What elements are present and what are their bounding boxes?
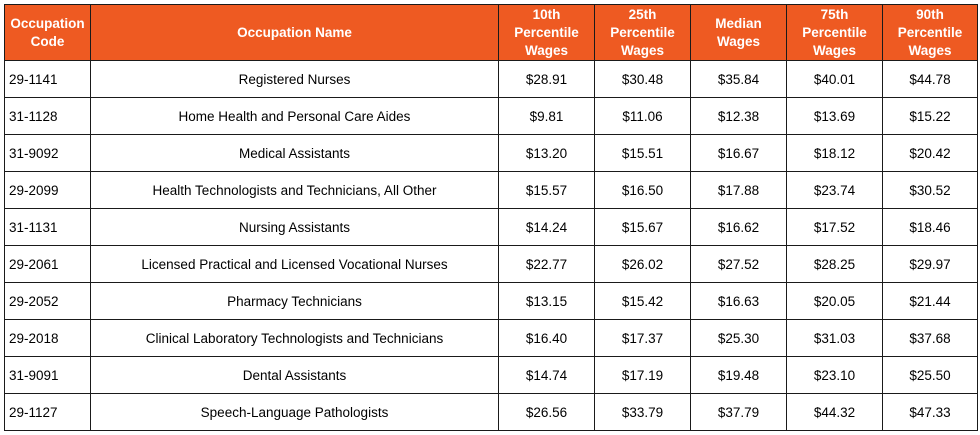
header-line: 75th bbox=[820, 6, 849, 22]
cell-p25-wages: $17.37 bbox=[595, 320, 691, 357]
table-row bbox=[5, 98, 978, 135]
cell-p75-wages: $23.74 bbox=[787, 172, 883, 209]
header-p10-wages bbox=[499, 5, 595, 61]
cell-p10-wages: $15.57 bbox=[499, 172, 595, 209]
table-header bbox=[5, 5, 978, 61]
cell-p90-wages: $20.42 bbox=[883, 135, 978, 172]
cell-median-wages: $16.62 bbox=[691, 209, 787, 246]
cell-occupation-code: 31-9091 bbox=[5, 357, 91, 394]
header-line: Occupation Name bbox=[237, 24, 352, 40]
header-row bbox=[5, 5, 978, 61]
cell-p10-wages: $26.56 bbox=[499, 394, 595, 431]
header-line: 10th bbox=[532, 6, 561, 22]
table-row bbox=[5, 172, 978, 209]
cell-p10-wages: $28.91 bbox=[499, 61, 595, 98]
cell-p75-wages: $20.05 bbox=[787, 283, 883, 320]
cell-p25-wages: $16.50 bbox=[595, 172, 691, 209]
header-line: Wages bbox=[812, 42, 856, 58]
table-body bbox=[5, 61, 978, 431]
cell-median-wages: $16.67 bbox=[691, 135, 787, 172]
header-line: Percentile bbox=[610, 24, 675, 40]
cell-p25-wages: $15.51 bbox=[595, 135, 691, 172]
cell-occupation-code: 29-2018 bbox=[5, 320, 91, 357]
cell-p10-wages: $14.24 bbox=[499, 209, 595, 246]
header-occupation-code bbox=[5, 5, 91, 61]
cell-p90-wages: $21.44 bbox=[883, 283, 978, 320]
cell-occupation-code: 29-1127 bbox=[5, 394, 91, 431]
cell-p25-wages: $15.42 bbox=[595, 283, 691, 320]
cell-p25-wages: $33.79 bbox=[595, 394, 691, 431]
cell-p75-wages: $31.03 bbox=[787, 320, 883, 357]
header-line: Percentile bbox=[514, 24, 579, 40]
cell-p25-wages: $17.19 bbox=[595, 357, 691, 394]
table-row bbox=[5, 61, 978, 98]
cell-p25-wages: $15.67 bbox=[595, 209, 691, 246]
cell-p75-wages: $13.69 bbox=[787, 98, 883, 135]
cell-occupation-name: Home Health and Personal Care Aides bbox=[91, 98, 499, 135]
cell-p25-wages: $11.06 bbox=[595, 98, 691, 135]
cell-median-wages: $16.63 bbox=[691, 283, 787, 320]
cell-p10-wages: $16.40 bbox=[499, 320, 595, 357]
table-row bbox=[5, 320, 978, 357]
header-line: Code bbox=[30, 33, 65, 49]
header-line: Percentile bbox=[897, 24, 963, 40]
cell-p75-wages: $28.25 bbox=[787, 246, 883, 283]
cell-p25-wages: $26.02 bbox=[595, 246, 691, 283]
cell-p10-wages: $9.81 bbox=[499, 98, 595, 135]
cell-p10-wages: $22.77 bbox=[499, 246, 595, 283]
cell-occupation-name: Speech-Language Pathologists bbox=[91, 394, 499, 431]
cell-occupation-name: Medical Assistants bbox=[91, 135, 499, 172]
cell-occupation-name: Pharmacy Technicians bbox=[91, 283, 499, 320]
cell-occupation-name: Clinical Laboratory Technologists and Technicians bbox=[91, 320, 499, 357]
wage-table bbox=[4, 4, 978, 431]
table-row bbox=[5, 135, 978, 172]
cell-p90-wages: $18.46 bbox=[883, 209, 978, 246]
table-row bbox=[5, 246, 978, 283]
header-median-wages bbox=[691, 5, 787, 61]
cell-occupation-code: 29-1141 bbox=[5, 61, 91, 98]
cell-p25-wages: $30.48 bbox=[595, 61, 691, 98]
cell-occupation-code: 31-9092 bbox=[5, 135, 91, 172]
header-line: Occupation bbox=[10, 15, 85, 31]
header-line: Wages bbox=[620, 42, 664, 58]
header-p75-wages bbox=[787, 5, 883, 61]
cell-occupation-code: 31-1128 bbox=[5, 98, 91, 135]
cell-occupation-code: 29-2099 bbox=[5, 172, 91, 209]
cell-occupation-name: Dental Assistants bbox=[91, 357, 499, 394]
header-line: 25th bbox=[628, 6, 657, 22]
header-p90-wages bbox=[883, 5, 978, 61]
cell-p90-wages: $15.22 bbox=[883, 98, 978, 135]
header-line: 90th bbox=[916, 6, 944, 22]
table-row bbox=[5, 394, 978, 431]
header-p25-wages bbox=[595, 5, 691, 61]
cell-p90-wages: $44.78 bbox=[883, 61, 978, 98]
cell-median-wages: $37.79 bbox=[691, 394, 787, 431]
cell-occupation-code: 29-2061 bbox=[5, 246, 91, 283]
cell-p90-wages: $47.33 bbox=[883, 394, 978, 431]
cell-p10-wages: $14.74 bbox=[499, 357, 595, 394]
cell-median-wages: $19.48 bbox=[691, 357, 787, 394]
cell-p10-wages: $13.20 bbox=[499, 135, 595, 172]
header-line: Median bbox=[715, 15, 762, 31]
header-line: Wages bbox=[716, 33, 760, 49]
cell-p90-wages: $37.68 bbox=[883, 320, 978, 357]
cell-p90-wages: $25.50 bbox=[883, 357, 978, 394]
cell-median-wages: $27.52 bbox=[691, 246, 787, 283]
header-line: Percentile bbox=[802, 24, 867, 40]
cell-p75-wages: $40.01 bbox=[787, 61, 883, 98]
cell-median-wages: $35.84 bbox=[691, 61, 787, 98]
table-row bbox=[5, 283, 978, 320]
cell-median-wages: $25.30 bbox=[691, 320, 787, 357]
table-row bbox=[5, 209, 978, 246]
cell-p75-wages: $44.32 bbox=[787, 394, 883, 431]
cell-occupation-name: Nursing Assistants bbox=[91, 209, 499, 246]
cell-p75-wages: $23.10 bbox=[787, 357, 883, 394]
cell-occupation-name: Licensed Practical and Licensed Vocational Nurses bbox=[91, 246, 499, 283]
cell-median-wages: $12.38 bbox=[691, 98, 787, 135]
cell-p10-wages: $13.15 bbox=[499, 283, 595, 320]
cell-occupation-code: 29-2052 bbox=[5, 283, 91, 320]
cell-occupation-code: 31-1131 bbox=[5, 209, 91, 246]
header-occupation-name bbox=[91, 5, 499, 61]
table-row bbox=[5, 357, 978, 394]
cell-p75-wages: $18.12 bbox=[787, 135, 883, 172]
header-line: Wages bbox=[524, 42, 568, 58]
cell-occupation-name: Health Technologists and Technicians, All Other bbox=[91, 172, 499, 209]
cell-median-wages: $17.88 bbox=[691, 172, 787, 209]
cell-p90-wages: $30.52 bbox=[883, 172, 978, 209]
cell-p90-wages: $29.97 bbox=[883, 246, 978, 283]
cell-p75-wages: $17.52 bbox=[787, 209, 883, 246]
cell-occupation-name: Registered Nurses bbox=[91, 61, 499, 98]
header-line: Wages bbox=[908, 42, 952, 58]
